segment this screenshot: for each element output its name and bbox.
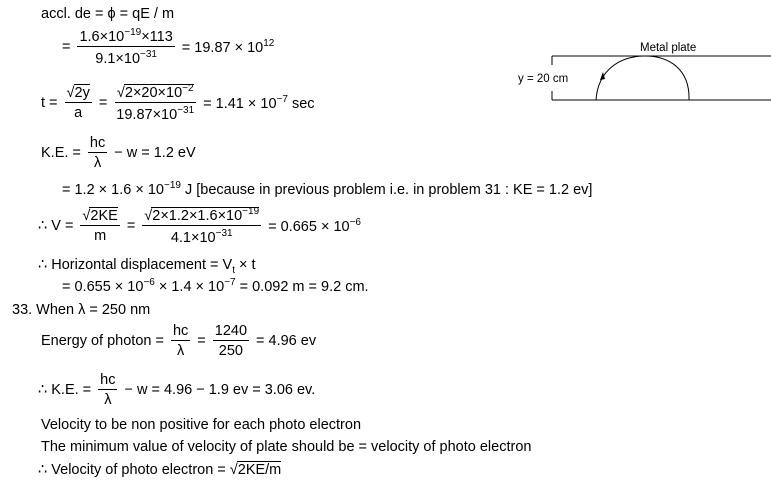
fraction: $\frac{√2KE}{m}$: [82, 208, 118, 244]
b: × 1.4 × 10: [154, 279, 225, 295]
eq: =: [197, 333, 206, 349]
num: hc: [172, 323, 189, 339]
b: × t: [234, 257, 256, 273]
text: accl. de = ϕ = qE / m: [41, 6, 175, 22]
fraction: $\frac{√2y}{a}$: [66, 85, 90, 121]
num: 2KE: [90, 208, 118, 224]
text: 33. When λ = 250 nm: [12, 302, 151, 318]
exp: −19: [124, 27, 142, 38]
y-label: y = 20 cm: [518, 73, 569, 85]
eq: =: [62, 39, 71, 55]
text-line: [41, 417, 361, 433]
res: = 19.87 × 10: [181, 40, 264, 56]
eq: =: [126, 218, 136, 234]
displacement-calc: [62, 277, 369, 295]
accel-line: [41, 6, 174, 22]
exp: −6: [143, 277, 155, 288]
exp: −31: [215, 228, 233, 239]
den: λ: [104, 392, 112, 408]
fraction: [171, 323, 190, 359]
num: 1240: [214, 323, 248, 339]
ke-line: [41, 135, 196, 171]
trajectory-arc: [596, 56, 689, 100]
a: ∴ Horizontal displacement = V: [38, 257, 233, 273]
diagram-svg: [518, 35, 771, 105]
metal-plate-diagram: [518, 35, 771, 109]
lhs: ∴ K.E. =: [38, 382, 92, 398]
fraction: [77, 27, 174, 67]
num: hc: [100, 372, 116, 388]
sub: t: [232, 264, 235, 276]
num: 1.6×10: [79, 29, 125, 45]
radicand: 2KE/m: [237, 462, 282, 478]
text: The minimum value of velocity of plate should be = velocity of photo electron: [41, 439, 532, 455]
res: = 0.665 × 10: [268, 219, 350, 235]
text: [62, 277, 369, 295]
a: = 0.655 × 10: [62, 279, 144, 295]
ke-joules: [62, 180, 592, 198]
num: 2×1.2×1.6×10: [152, 208, 243, 224]
fraction: [88, 135, 107, 171]
fraction: [213, 323, 249, 359]
text-line: [41, 439, 531, 455]
den: λ: [176, 343, 185, 359]
num: 2×20×10: [124, 85, 183, 101]
diagram-title: Metal plate: [640, 42, 697, 54]
a: = 1.2 × 1.6 × 10: [62, 182, 164, 198]
ke-calc: [38, 372, 315, 408]
time-calc: [41, 83, 315, 123]
lhs: K.E. =: [41, 145, 81, 161]
eq: =: [98, 95, 108, 111]
fraction: $\frac{√2\times 1.2\times 1.6\times 10^{-19}}{4.1\times 10^{-31}}$: [144, 206, 260, 246]
fraction: [98, 372, 117, 408]
lhs: ∴ Velocity of photo electron =: [38, 462, 226, 478]
displacement-line: [38, 257, 256, 276]
exp: −7: [224, 277, 236, 288]
tail: − w = 4.96 − 1.9 ev = 3.06 ev.: [124, 382, 316, 398]
result: [268, 217, 361, 235]
text: [62, 180, 592, 198]
num-tail: ×113: [141, 29, 173, 45]
result: [182, 38, 275, 56]
den: a: [74, 105, 83, 121]
exp: −31: [140, 49, 157, 60]
exp: −19: [242, 206, 260, 217]
unit: sec: [287, 96, 315, 112]
num: 2y: [74, 85, 90, 101]
text: Velocity to be non positive for each photo electron: [41, 417, 362, 433]
result: [203, 94, 314, 112]
text: [38, 257, 256, 276]
exp: −6: [349, 217, 361, 228]
exp: −7: [276, 94, 288, 105]
problem-33-heading: [12, 302, 150, 318]
photon-energy: [41, 323, 316, 359]
den: 250: [218, 343, 243, 359]
den: 19.87×10: [116, 107, 178, 123]
velocity-line: ∴ Velocity of photo electron = √2KE/m: [38, 462, 282, 478]
velocity-calc: [38, 206, 361, 246]
den: 4.1×10: [170, 230, 216, 246]
den: λ: [93, 155, 102, 171]
exp: 12: [263, 38, 275, 49]
lhs: Energy of photon =: [41, 333, 164, 349]
result: = 4.96 ev: [256, 333, 317, 349]
arrow-icon: [600, 72, 605, 80]
exp: −2: [182, 83, 194, 94]
accel-calc: [62, 27, 274, 67]
lhs: t =: [41, 95, 58, 111]
num: hc: [89, 135, 106, 151]
exp: −19: [164, 180, 181, 191]
fraction: $\frac{√2\times 20\times 10^{-2}}{19.87\times 10^{-31}}$: [116, 83, 195, 123]
lhs: ∴ V =: [38, 218, 74, 234]
den: 9.1×10: [95, 51, 141, 67]
res: = 1.41 × 10: [203, 96, 277, 112]
c: = 0.092 m = 9.2 cm.: [235, 279, 369, 295]
tail: − w = 1.2 eV: [114, 145, 196, 161]
b: J [because in previous problem i.e. in problem 31 : KE = 1.2 ev]: [180, 182, 593, 198]
exp: −31: [177, 105, 195, 116]
den: m: [94, 228, 107, 244]
